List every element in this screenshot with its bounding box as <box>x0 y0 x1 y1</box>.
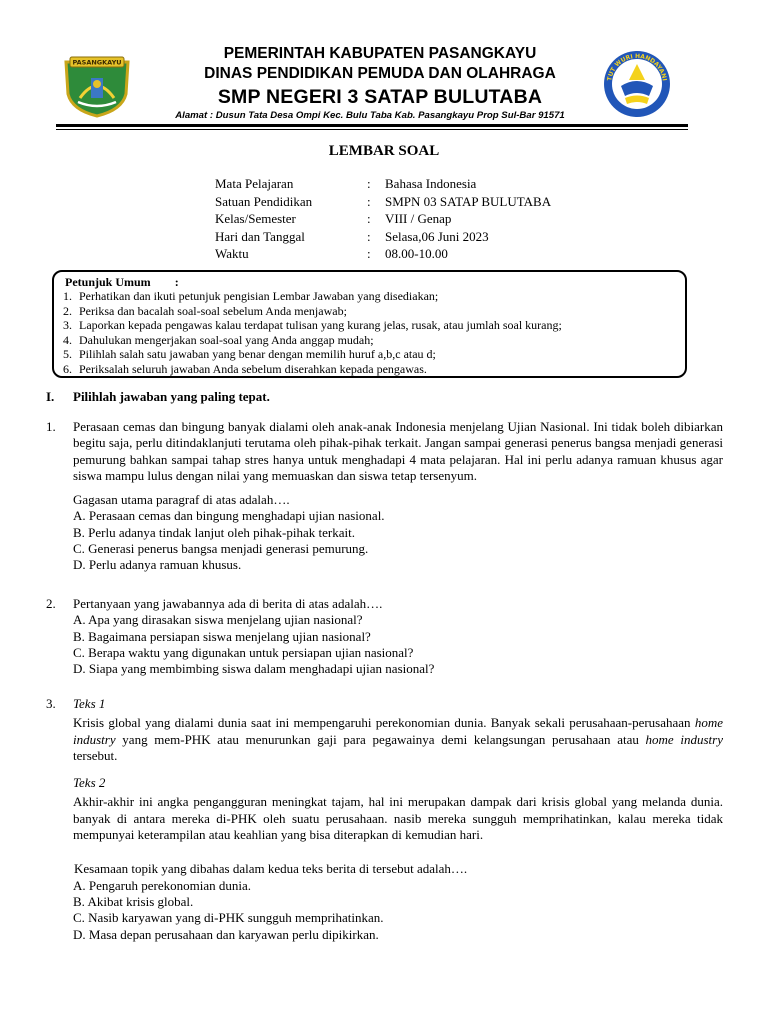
info-key: Mata Pelajaran <box>215 176 294 191</box>
general-instructions-box <box>52 270 687 378</box>
text-2-passage: Akhir-akhir ini angka pengangguran meningkat tajam, hal ini merupakan dampak dari krisis global yang melanda dunia. banyak di antara mereka di-PHK oleh suatu perusahaan. nasib mereka sungguh memprihatinkan, kalau mereka tidak mempunyai keterampilan atau keahlian yang bisa diterapkan di kemudian hari. <box>73 794 723 843</box>
text-1-part: yang mem-PHK atau menurunkan gaji para pegawainya demi kelangsungan perusahaan atau <box>115 731 646 747</box>
answer-option-b: B. Akibat krisis global. <box>73 893 194 909</box>
info-value: SMPN 03 SATAP BULUTABA <box>385 193 552 209</box>
section-number: I. <box>46 389 55 404</box>
instructions-list <box>63 289 562 376</box>
question-body <box>73 596 723 677</box>
question-passage: Perasaan cemas dan bingung banyak dialami oleh anak-anak Indonesia menjelang Ujian Nasional. Ini tidak boleh dibiarkan begitu saja, perlu ditindaklanjuti terutama oleh pihak-pihak terkait. Jangan sampai generasi penerus bangsa menjadi generasi pemurung bahkan sampai tahap stres hanya untuk menghadapi 4 mata pelajaran. Hal ini perlu adanya ramuan khusus agar siswa mampu lulus dengan nilai yang memuaskan dan siswa tetap tersenyum. <box>73 419 723 483</box>
info-key: Satuan Pendidikan <box>215 193 313 209</box>
instruction-item <box>63 318 562 333</box>
instruction-item <box>63 333 562 348</box>
instruction-item <box>63 347 562 362</box>
instruction-number: 3. <box>63 318 72 332</box>
letterhead-school: SMP NEGERI 3 SATAP BULUTABA <box>217 86 543 108</box>
answer-option-d: D. Siapa yang membimbing siswa dalam menghadapi ujian nasional? <box>73 661 435 677</box>
text-1-part: tersebut. <box>73 747 118 763</box>
answer-option-d: D. Perlu adanya ramuan khusus. <box>73 557 242 573</box>
letterhead-department: DINAS PENDIDIKAN PEMUDA DAN OLAHRAGA <box>204 65 556 82</box>
instruction-text: Laporkan kepada pengawas kalau terdapat tulisan yang kurang jelas, rusak, atau jumlah soal kurang; <box>79 318 562 332</box>
header-divider-thick <box>56 124 688 127</box>
info-colon: : <box>367 228 371 244</box>
info-value: Selasa,06 Juni 2023 <box>385 228 489 244</box>
question-prompt: Gagasan utama paragraf di atas adalah…. <box>73 492 290 508</box>
info-value: Bahasa Indonesia <box>385 176 477 191</box>
answer-option-c: C. Berapa waktu yang digunakan untuk persiapan ujian nasional? <box>73 644 414 660</box>
info-key: Waktu <box>215 246 249 261</box>
info-value: VIII / Genap <box>385 211 452 226</box>
tut-wuri-handayani-logo <box>599 50 675 118</box>
text-1-term: home industry <box>645 731 723 747</box>
instructions-title-colon: : <box>174 275 179 289</box>
info-value: 08.00-10.00 <box>385 246 448 261</box>
answer-option-b: B. Bagaimana persiapan siswa menjelang ujian nasional? <box>73 628 371 644</box>
instruction-text: Perhatikan dan ikuti petunjuk pengisian Lembar Jawaban yang disediakan; <box>79 289 439 303</box>
instruction-number: 6. <box>63 361 72 376</box>
info-colon: : <box>367 176 371 191</box>
answer-option-a: A. Pengaruh perekonomian dunia. <box>73 877 251 893</box>
letterhead-government: PEMERINTAH KABUPATEN PASANGKAYU <box>223 45 537 62</box>
logo-left-label: PASANGKAYU <box>72 58 122 67</box>
text-1-passage <box>73 715 723 764</box>
answer-option-d: D. Masa depan perusahaan dan karyawan perlu dipikirkan. <box>73 926 379 942</box>
question-number: 3. <box>46 696 56 711</box>
question-prompt: Kesamaan topik yang dibahas dalam kedua teks berita di tersebut adalah…. <box>74 861 468 877</box>
info-key: Kelas/Semester <box>215 211 296 226</box>
info-colon: : <box>367 246 371 261</box>
question-body <box>73 696 723 943</box>
answer-option-a: A. Perasaan cemas dan bingung menghadapi ujian nasional. <box>73 508 385 524</box>
instruction-number: 5. <box>63 347 72 361</box>
question-number: 1. <box>46 419 56 434</box>
header-divider-thin <box>56 129 688 130</box>
question-number: 2. <box>46 596 56 611</box>
info-key: Hari dan Tanggal <box>215 228 305 244</box>
answer-option-c: C. Nasib karyawan yang di-PHK sungguh memprihatinkan. <box>73 910 384 926</box>
info-colon: : <box>367 193 371 209</box>
instruction-item <box>63 362 562 377</box>
text-1-part: Krisis global yang dialami dunia saat ini mempengaruhi perekonomian dunia. Banyak sekali perusahaan-perusahaan <box>73 715 695 731</box>
instruction-number: 4. <box>63 332 72 347</box>
text-1-label: Teks 1 <box>73 696 106 711</box>
instructions-title <box>65 275 179 290</box>
instruction-text: Periksa dan bacalah soal-soal sebelum Anda menjawab; <box>79 303 347 318</box>
regency-emblem-logo <box>60 54 134 118</box>
question-body <box>73 419 723 574</box>
page-title: LEMBAR SOAL <box>328 143 440 159</box>
text-1-term: home industry <box>73 715 723 747</box>
text-2-label: Teks 2 <box>73 775 106 791</box>
section-title: Pilihlah jawaban yang paling tepat. <box>73 389 270 404</box>
instruction-item <box>63 289 562 304</box>
answer-option-a: A. Apa yang dirasakan siswa menjelang ujian nasional? <box>73 612 363 628</box>
instruction-text: Dahulukan mengerjakan soal-soal yang Anda anggap mudah; <box>79 332 374 347</box>
instruction-number: 2. <box>63 303 72 318</box>
instruction-item <box>63 304 562 319</box>
letterhead <box>130 43 630 110</box>
instruction-text: Pilihlah salah satu jawaban yang benar dengan memilih huruf a,b,c atau d; <box>79 347 436 361</box>
answer-option-b: B. Perlu adanya tindak lanjut oleh pihak-pihak terkait. <box>73 524 355 540</box>
section-heading <box>46 389 270 405</box>
logo-right-label: TUT WURI HANDAYANI <box>606 52 668 82</box>
question-prompt: Pertanyaan yang jawabannya ada di berita di atas adalah…. <box>73 596 383 611</box>
instruction-number: 1. <box>63 289 72 303</box>
answer-option-c: C. Generasi penerus bangsa menjadi generasi pemurung. <box>73 541 369 557</box>
school-address: Alamat : Dusun Tata Desa Ompi Kec. Bulu Taba Kab. Pasangkayu Prop Sul-Bar 91571 <box>175 110 565 121</box>
instruction-text: Periksalah seluruh jawaban Anda sebelum diserahkan kepada pengawas. <box>79 361 427 376</box>
info-colon: : <box>367 211 371 226</box>
instructions-title-text: Petunjuk Umum <box>65 275 151 289</box>
